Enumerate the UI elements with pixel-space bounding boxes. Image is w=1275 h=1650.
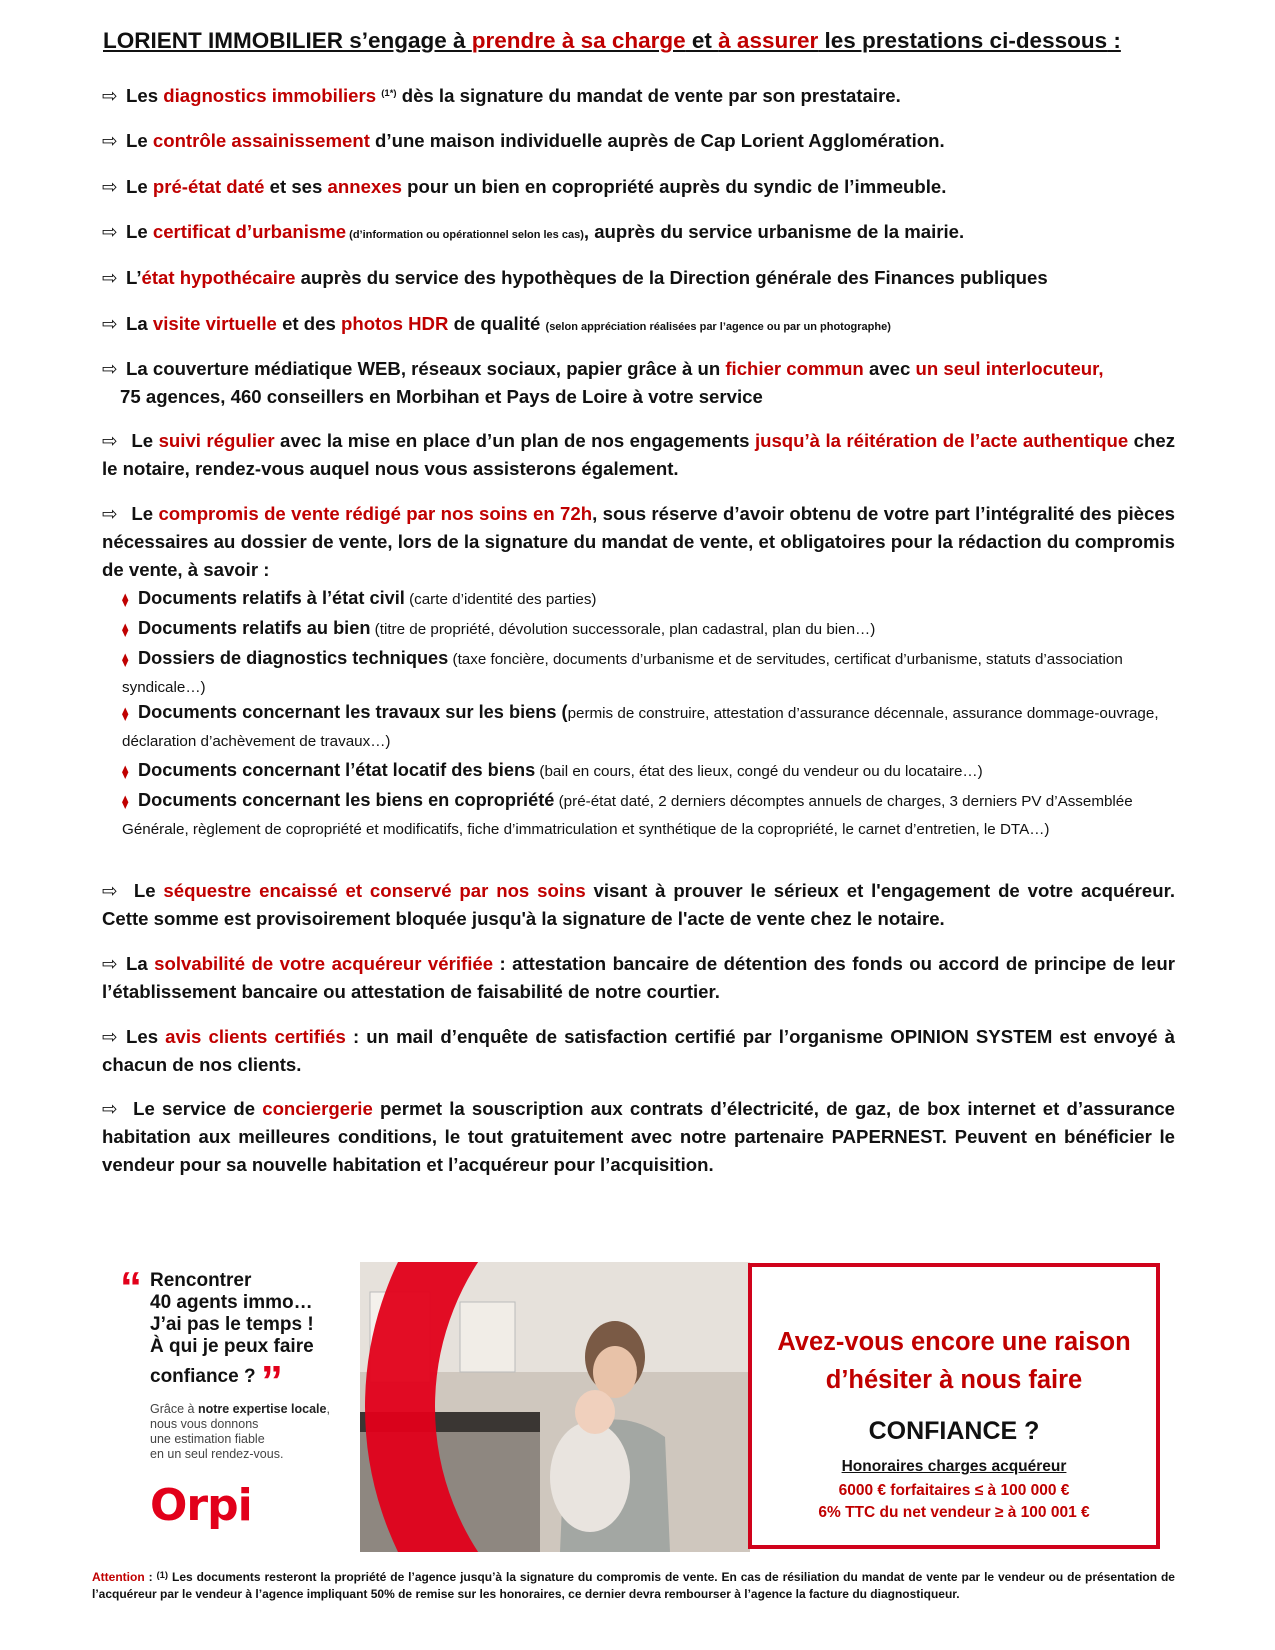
arrow-icon: ⇨ (102, 221, 118, 242)
diamond-bullet-icon: ⧫ (122, 652, 129, 667)
document-item: ⧫ Documents concernant l’état locatif des biens (bail en cours, état des lieux, congé du vendeur ou du locataire…) (122, 757, 1175, 785)
arrow-icon: ⇨ (102, 430, 118, 451)
orpi-ad (120, 1263, 370, 1545)
ad-headline: Rencontrer 40 agents immo… J’ai pas le temps ! À qui je peux faire confiance ? ” (150, 1270, 314, 1406)
service-item: ⇨ Le pré-état daté et ses annexes pour un bien en copropriété auprès du syndic de l’immeuble. (102, 173, 946, 201)
service-item: ⇨ Les avis clients certifiés : un mail d’enquête de satisfaction certifié par l’organisme OPINION SYSTEM est envoyé à chacun de nos clients. (102, 1023, 1175, 1079)
box-confidence: CONFIANCE ? (868, 1417, 1040, 1445)
confidence-box (748, 1263, 1160, 1549)
arrow-icon: ⇨ (102, 358, 118, 379)
ad-photo (360, 1262, 750, 1552)
document-item: ⧫ Documents concernant les biens en copropriété (pré-état daté, 2 derniers décomptes annuels de charges, 3 derniers PV d’Assemblée Générale, règlement de copropriété et modificatifs, fiche d’immatriculation et synthétique de la copropriété, le carnet d’entretien, le DTA…) (122, 790, 1133, 838)
document-item: ⧫ Documents relatifs au bien (titre de propriété, dévolution successorale, plan cadastral, plan du bien…) (122, 615, 1175, 643)
document-item: ⧫ Documents concernant les travaux sur les biens (permis de construire, attestation d’assurance décennale, assurance dommage-ouvrage, déclaration d’achèvement de travaux…) (122, 702, 1159, 750)
arrow-icon: ⇨ (102, 130, 118, 151)
service-item: ⇨ Le contrôle assainissement d’une maison individuelle auprès de Cap Lorient Agglomération. (102, 127, 945, 155)
fee-line: 6000 € forfaitaires ≤ à 100 000 € (838, 1482, 1070, 1499)
fees-title: Honoraires charges acquéreur (841, 1458, 1067, 1475)
arrow-icon: ⇨ (102, 880, 118, 901)
box-question: Avez-vous encore une raison d’hésiter à nous faire (777, 1328, 1131, 1394)
diamond-bullet-icon: ⧫ (122, 622, 129, 637)
arrow-icon: ⇨ (102, 503, 118, 524)
page-title: LORIENT IMMOBILIER s’engage à prendre à sa charge et à assurer les prestations ci-dessous : (103, 28, 1121, 53)
service-item: ⇨ La visite virtuelle et des photos HDR de qualité (selon appréciation réalisées par l’agence ou par un photographe) (102, 310, 891, 341)
document-item: ⧫ Dossiers de diagnostics techniques (taxe foncière, documents d’urbanisme et de servitudes, certificat d’urbanisme, statuts d’association syndicale…) (122, 648, 1123, 696)
service-item: ⇨ Les diagnostics immobiliers $^{(1*)}$ dès la signature du mandat de vente par son prestataire. (102, 82, 901, 110)
service-item: ⇨ Le séquestre encaissé et conservé par nos soins visant à prouver le sérieux et l'engagement de votre acquéreur. Cette somme est provisoirement bloquée jusqu'à la signature de l'acte de vente chez le notaire. (102, 877, 1175, 933)
diamond-bullet-icon: ⧫ (122, 794, 129, 809)
arrow-icon: ⇨ (102, 176, 118, 197)
arrow-icon: ⇨ (102, 1026, 118, 1047)
service-item: ⇨ Le certificat d’urbanisme (d’information ou opérationnel selon les cas), auprès du service urbanisme de la mairie. (102, 218, 964, 249)
service-item: ⇨ Le suivi régulier avec la mise en place d’un plan de nos engagements jusqu’à la réitération de l’acte authentique chez le notaire, rendez-vous auquel nous vous assisterons également. (102, 427, 1175, 483)
service-item: ⇨ La couverture médiatique WEB, réseaux sociaux, papier grâce à un fichier commun avec un seul interlocuteur, 75 agences, 460 conseillers en Morbihan et Pays de Loire à votre service (102, 355, 1104, 411)
diamond-bullet-icon: ⧫ (122, 764, 129, 779)
arrow-icon: ⇨ (102, 1098, 118, 1119)
photo-illustration (360, 1262, 750, 1552)
open-quote-icon: “ (120, 1263, 142, 1312)
document-item: ⧫ Documents relatifs à l’état civil (carte d’identité des parties) (122, 585, 1175, 613)
arrow-icon: ⇨ (102, 953, 118, 974)
fee-line: 6% TTC du net vendeur ≥ à 100 001 € (818, 1504, 1090, 1521)
service-item: ⇨ Le service de conciergerie permet la souscription aux contrats d’électricité, de gaz, de box internet et d’assurance habitation aux meilleures conditions, le tout gratuitement avec notre partenaire PAPERNEST. Peuvent en bénéficier le vendeur pour sa nouvelle habitation et l’acquéreur pour l’acquisition. (102, 1095, 1175, 1179)
diamond-bullet-icon: ⧫ (122, 706, 129, 721)
arrow-icon: ⇨ (102, 267, 118, 288)
service-item: ⇨ L’état hypothécaire auprès du service des hypothèques de la Direction générale des Finances publiques (102, 264, 1048, 292)
service-item: ⇨ La solvabilité de votre acquéreur vérifiée : attestation bancaire de détention des fonds ou accord de principe de leur l’établissement bancaire ou attestation de faisabilité de notre courtier. (102, 950, 1175, 1006)
close-quote-icon: ” (260, 1357, 283, 1406)
arrow-icon: ⇨ (102, 85, 118, 106)
service-item: ⇨ Le compromis de vente rédigé par nos soins en 72h, sous réserve d’avoir obtenu de votre part l’intégralité des pièces nécessaires au dossier de vente, lors de la signature du mandat de vente, et obligatoires pour la rédaction du compromis de vente, à savoir : (102, 500, 1175, 584)
diamond-bullet-icon: ⧫ (122, 592, 129, 607)
footnote: Attention : $^{(1)}$ Les documents resteront la propriété de l’agence jusqu’à la signature du compromis de vente. En cas de résiliation du mandat de vente par le vendeur ou de présentation de l’acquéreur par le vendeur à l’agence impliquant 50% de remise sur les honoraires, ce dernier devra rembourser à l’agence la facture du diagnostiqueur. (92, 1570, 1175, 1601)
arrow-icon: ⇨ (102, 313, 118, 334)
orpi-logo: Orpi (150, 1480, 252, 1531)
ad-subtext: Grâce à notre expertise locale, nous vous donnons une estimation fiable en un seul rendez-vous. (150, 1402, 330, 1461)
